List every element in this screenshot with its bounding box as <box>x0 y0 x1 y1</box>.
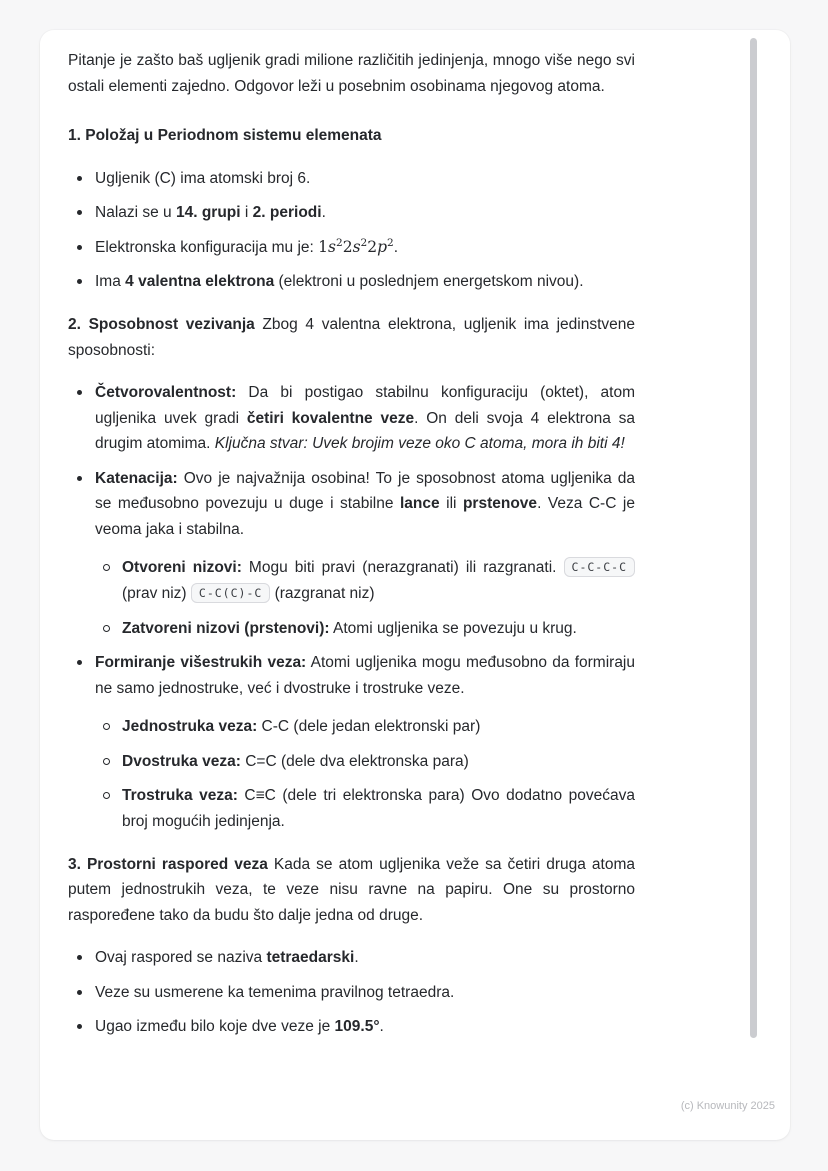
text-segment: 4 valentna elektrona <box>125 273 275 291</box>
text-segment: 2. Sposobnost vezivanja <box>68 315 255 333</box>
text-segment: s <box>328 237 336 256</box>
section-heading <box>68 123 635 149</box>
text-segment: p <box>377 237 388 256</box>
text-segment: Formiranje višestrukih veza: <box>95 654 307 672</box>
document-content <box>68 48 635 1057</box>
text-segment: . <box>393 238 399 256</box>
text-segment: (razgranat niz) <box>270 585 375 602</box>
bullet-list <box>68 166 635 295</box>
text-segment: 2 <box>360 236 368 249</box>
text-segment: prstenove <box>462 495 538 513</box>
text-segment: Zatvoreni nizovi (prstenovi): <box>122 619 330 637</box>
text-segment: Otvoreni nizovi: <box>122 559 242 577</box>
text-segment: . <box>354 949 359 967</box>
text-segment: 2 <box>367 237 378 256</box>
list-item <box>68 166 635 192</box>
list-item <box>68 1014 635 1040</box>
text-segment: Ovaj raspored se naziva <box>95 949 267 967</box>
text-segment: Atomi ugljenika se povezuju u krug. <box>329 619 577 637</box>
text-segment: Ima <box>95 273 126 291</box>
text-segment: Atomi ugljenika mogu međusobno da formiraju ne samo jednostruke, već i dvostruke i trostruke veze. <box>95 654 635 697</box>
paragraph <box>68 48 635 99</box>
list-item <box>68 466 635 641</box>
text-segment: Ključna stvar: Uvek brojim veze oko C atoma, mora ih biti 4! <box>214 435 625 453</box>
list-item <box>68 200 635 226</box>
text-segment: Nalazi se u <box>95 204 176 222</box>
sub-list-item <box>95 616 635 642</box>
text-segment: Jednostruka veza: <box>122 718 258 736</box>
text-segment: Trostruka veza: <box>122 787 238 805</box>
text-segment: Pitanje je zašto baš ugljenik gradi milione različitih jedinjenja, mnogo više nego svi ostali elementi zajedno. Odgovor leži u posebnim osobinama njegovog atoma. <box>68 52 635 95</box>
text-segment: . <box>321 204 326 222</box>
text-segment: C=C (dele dva elektronska para) <box>240 752 469 770</box>
list-item <box>68 980 635 1006</box>
list-item <box>68 945 635 971</box>
paragraph <box>68 312 635 363</box>
text-segment: 2 <box>387 236 394 249</box>
list-item <box>68 269 635 295</box>
text-segment: 3. Prostorni raspored veza <box>68 855 268 873</box>
text-segment: Ugao između bilo koje dve veze je <box>95 1018 335 1036</box>
sub-list-item <box>95 714 635 740</box>
text-segment: 2 <box>335 236 343 249</box>
text-segment: . Veza C-C je veoma jaka i stabilna. <box>95 495 635 538</box>
text-segment: Četvorovalentnost: <box>95 384 237 402</box>
text-segment: Kada se atom ugljenika veže sa četiri druga atoma putem jednostrukih veza, te veze nisu ravne na papiru. One su prostorno raspoređene tako da budu što dalje jedna od druge. <box>68 855 636 924</box>
text-segment: lance <box>399 495 440 513</box>
text-segment: C-C (dele jedan elektronski par) <box>257 718 481 736</box>
text-segment: C≡C (dele tri elektronska para) Ovo dodatno povećava broj mogućih jedinjenja. <box>122 787 636 830</box>
text-segment: Ugljenik (C) ima atomski broj 6. <box>95 169 311 187</box>
text-segment: Da bi postigao stabilnu konfiguraciju (oktet), atom ugljenika uvek gradi <box>95 384 635 427</box>
text-segment: (elektroni u poslednjem energetskom nivou). <box>274 273 584 291</box>
inline-code: C-C(C)-C <box>191 583 270 603</box>
text-segment: 1. Položaj u Periodnom sistemu elemenata <box>68 127 382 145</box>
list-item <box>68 380 635 457</box>
sub-list-item <box>95 555 635 606</box>
text-segment: 109.5° <box>334 1018 380 1036</box>
text-segment: (prav niz) <box>122 585 191 602</box>
bullet-sublist <box>95 555 635 641</box>
text-segment: i <box>240 204 253 222</box>
text-segment: Elektronska konfiguracija mu je: <box>95 238 319 256</box>
document-card <box>40 30 790 1140</box>
text-segment: četiri kovalentne veze <box>246 409 415 427</box>
text-segment: ili <box>439 495 463 513</box>
bullet-list <box>68 380 635 834</box>
sub-list-item <box>95 749 635 775</box>
bullet-list <box>68 945 635 1040</box>
text-segment: Veze su usmerene ka temenima pravilnog tetraedra. <box>95 983 455 1001</box>
inline-code: C-C-C-C <box>564 557 635 577</box>
scrollbar-thumb[interactable] <box>750 38 757 1038</box>
text-segment: tetraedarski <box>266 949 355 967</box>
text-segment: Mogu biti pravi (nerazgranati) ili razgranati. <box>241 559 564 577</box>
text-segment: Ovo je najvažnija osobina! To je sposobnost atoma ugljenika da se međusobno povezuju u duge i stabilne <box>95 469 635 513</box>
paragraph <box>68 852 635 929</box>
text-segment: . On deli svoja 4 elektrona sa drugim atomima. <box>95 409 636 453</box>
text-segment: Zbog 4 valentna elektrona, ugljenik ima jedinstvene sposobnosti: <box>68 315 635 359</box>
text-segment: 14. grupi <box>175 204 241 222</box>
text-segment: Dvostruka veza: <box>122 752 241 770</box>
bullet-sublist <box>95 714 635 834</box>
text-segment: 2. periodi <box>252 204 322 222</box>
text-segment: s <box>352 237 361 256</box>
list-item <box>68 650 635 834</box>
text-segment: 1 <box>318 237 329 256</box>
list-item <box>68 235 635 261</box>
copyright-footer: (c) Knowunity 2025 <box>680 1100 775 1112</box>
text-segment: . <box>379 1018 384 1036</box>
text-segment: Katenacija: <box>95 469 178 487</box>
text-segment: 2 <box>342 237 353 256</box>
sub-list-item <box>95 783 635 834</box>
